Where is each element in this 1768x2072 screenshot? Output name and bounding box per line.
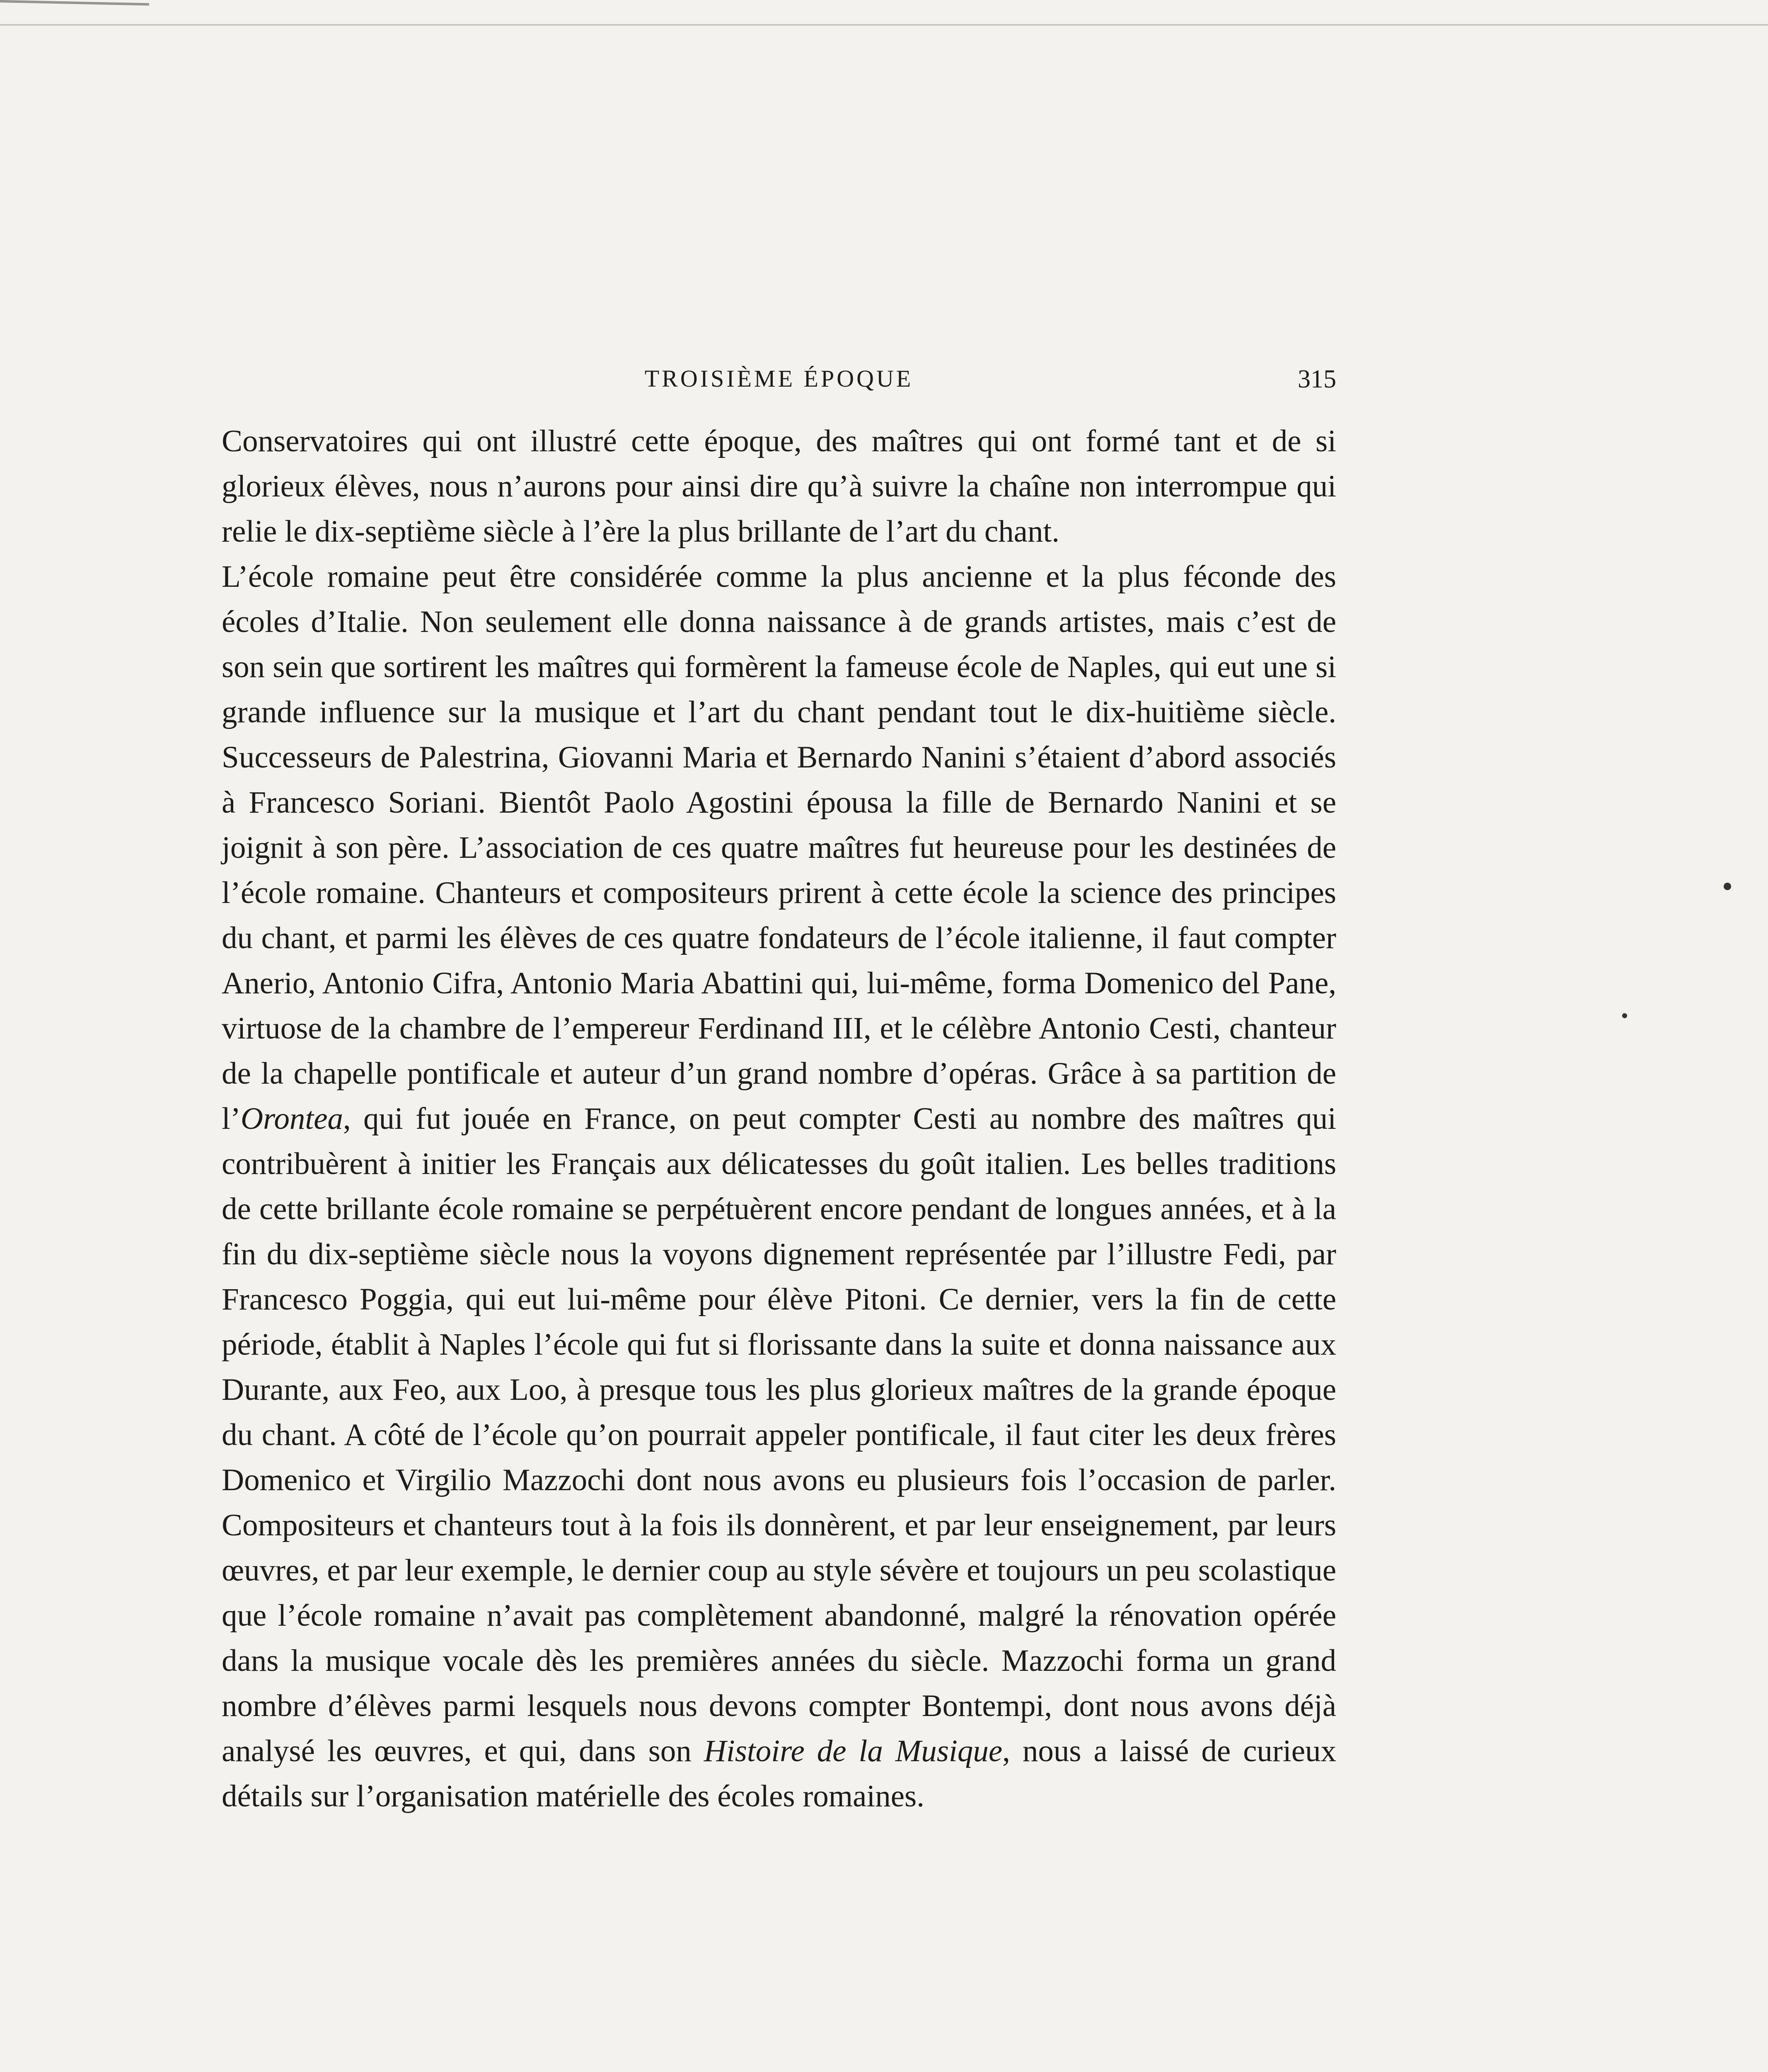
paragraph-2-text-a: L’école romaine peut être considérée comme la plus ancienne et la plus féconde des écoles d’Italie. Non seulement elle donna naissance à de grands artistes, mais c’est de son sein que sortirent les maîtres qui formèrent la fameuse école de Naples, qui eut une si grande influence sur la musique et l’art du chant pendant tout le dix-huitième siècle. Successeurs de Palestrina, Giovanni Maria et Bernardo Nanini s’étaient d’abord associés à Francesco Soriani. Bientôt Paolo Agostini épousa la fille de Bernardo Nanini et se joignit à son père. L’association de ces quatre maîtres fut heureuse pour les destinées de l’école romaine. Chanteurs et compositeurs prirent à cette école la science des principes du chant, et parmi les élèves de ces quatre fondateurs de l’école italienne, il faut compter Anerio, Antonio Cifra, Antonio Maria Abattini qui, lui-même, forma Domenico del Pane, virtuose de la chambre de l’empereur Ferdinand III, et le célèbre Antonio Cesti, chanteur de la chapelle pontificale et auteur d’un grand nombre d’opéras. Grâce à sa partition de l’ [222, 559, 1336, 1136]
paragraph-2-text-b: , qui fut jouée en France, on peut compter Cesti au nombre des maîtres qui contribuèrent à initier les Français aux délicatesses du goût italien. Les belles traditions de cette brillante école romaine se perpétuèrent encore pendant de longues années, et à la fin du dix-septième siècle nous la voyons dignement représentée par l’illustre Fedi, par Francesco Poggia, qui eut lui-même pour élève Pitoni. Ce dernier, vers la fin de cette période, établit à Naples l’école qui fut si florissante dans la suite et donna naissance aux Durante, aux Feo, aux Loo, à presque tous les plus glorieux maîtres de la grande époque du chant. A côté de l’école qu’on pourrait appeler pontificale, il faut citer les deux frères Domenico et Virgilio Mazzochi dont nous avons eu plusieurs fois l’occasion de parler. Compositeurs et chanteurs tout à la fois ils donnèrent, et par leur enseignement, par leurs œuvres, et par leur exemple, le dernier coup au style sévère et toujours un peu scolastique que l’école romaine n’avait pas complètement abandonné, malgré la rénovation opérée dans la musique vocale dès les premières années du siècle. Mazzochi forma un grand nombre d’élèves parmi lesquels nous devons compter Bontempi, dont nous avons déjà analysé les œuvres, et qui, dans son [222, 1101, 1336, 1768]
paragraph-1 [222, 419, 1336, 554]
scan-edge-mark [0, 0, 149, 22]
paragraph-1-text: Conservatoires qui ont illustré cette époque, des maîtres qui ont formé tant et de si glorieux élèves, nous n’aurons pour ainsi dire qu’à suivre la chaîne non interrompue qui relie le dix-septième siècle à l’ère la plus brillante de l’art du chant. [222, 424, 1336, 549]
work-title-histoire: Histoire de la Musique [704, 1734, 1003, 1768]
scan-edge-line [0, 24, 1768, 26]
header-title: TROISIÈME ÉPOQUE [644, 365, 914, 392]
page-number: 315 [1298, 365, 1336, 393]
work-title-orontea: Orontea [240, 1101, 343, 1136]
body-text [222, 419, 1336, 1819]
running-header [222, 365, 1336, 402]
ink-speck [1622, 1013, 1627, 1018]
paragraph-2-text-c: , nous a laissé de curieux détails sur l’organisation matérielle des écoles romaines. [222, 1734, 1337, 1813]
paragraph-2 [222, 554, 1336, 1819]
ink-speck [1724, 883, 1731, 890]
